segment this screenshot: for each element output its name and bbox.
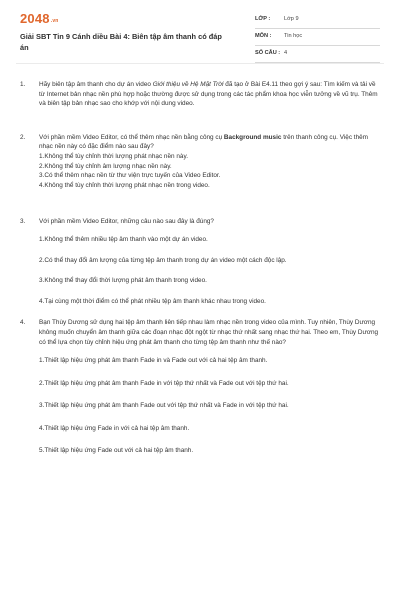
meta-value: Lớp 9 <box>284 16 299 22</box>
answer-option[interactable]: 1.Thiết lập hiệu ứng phát âm thanh Fade in và Fade out với cả hai tệp âm thanh. <box>39 357 268 365</box>
question-number: 1. <box>20 81 26 88</box>
meta-row-count <box>255 48 380 63</box>
question-2 <box>0 133 400 191</box>
document-header <box>0 0 400 62</box>
meta-label: LỚP : <box>255 16 271 22</box>
answer-option[interactable]: 4.Không thể tùy chỉnh thời lượng phát nhạc nền trong video. <box>39 181 210 189</box>
answer-option[interactable]: 2.Có thể thay đổi âm lượng của từng tệp âm thanh trong dự án video một cách độc lập. <box>39 256 287 264</box>
meta-row-grade <box>255 14 380 29</box>
meta-table <box>255 14 380 65</box>
meta-value: 4 <box>284 50 288 56</box>
question-1 <box>0 80 400 109</box>
question-list <box>0 80 400 469</box>
question-text: Với phần mềm Video Editor, những câu nào sau đây là đúng? <box>39 218 214 226</box>
option-list <box>39 356 380 456</box>
answer-option[interactable]: 1.Không thể tùy chỉnh thời lượng phát nhạc nền này. <box>39 152 188 160</box>
answer-option[interactable]: 2.Thiết lập hiệu ứng phát âm thanh Fade in với tệp thứ nhất và Fade out với tệp thứ hai. <box>39 379 289 387</box>
option-list <box>39 152 380 190</box>
meta-label: MÔN : <box>255 33 272 39</box>
logo-tld: .vn <box>50 18 59 24</box>
meta-label: SỐ CÂU : <box>255 50 281 56</box>
answer-option[interactable]: 1.Không thể thêm nhiều tệp âm thanh vào một dự án video. <box>39 235 208 243</box>
answer-option[interactable]: 3.Có thể thêm nhạc nền từ thư viện trực tuyến của Video Editor. <box>39 172 221 180</box>
question-text-part: đã tạo ở Bài E4.11 theo gợi ý sau: Tìm kiếm và tải về từ Internet bản nhạc nền phù hợp hoặc thường được sử dụng trong các tác phẩm khoa học viễn tưởng về vũ trụ. Thêm và biên tập bản nhạc sao cho khớp với nội dung video. <box>39 81 378 108</box>
question-text <box>39 80 380 109</box>
question-number: 4. <box>20 319 26 327</box>
question-text-italic: Giới thiệu về Hệ Mặt Trời <box>152 81 224 88</box>
header-divider <box>16 63 384 64</box>
meta-value: Tin học <box>284 33 303 39</box>
question-text-part: Với phần mềm Video Editor, có thể thêm nhạc nền bằng công cụ <box>39 133 224 141</box>
question-3 <box>0 217 400 306</box>
question-text-bold: Background music <box>223 133 282 141</box>
page-title: Giải SBT Tin 9 Cánh diều Bài 4: Biên tập âm thanh có đáp án <box>20 32 222 52</box>
question-number: 2. <box>20 133 26 141</box>
question-text: Bạn Thùy Dương sử dụng hai tệp âm thanh liên tiếp nhau làm nhạc nền trong video của mình. Tuy nhiên, Thùy Dương không muốn chuyển âm thanh giữa các đoạn nhạc đột ngột từ nhạc thứ nhất sang nhạc thứ hai. Theo em, Thùy Dương có thể lựa chọn tùy chỉnh hiệu ứng phát âm thanh cho từng tệp âm thanh như thế nào? <box>39 319 379 346</box>
answer-option[interactable]: 3.Thiết lập hiệu ứng phát âm thanh Fade out với tệp thứ nhất và Fade in với tệp thứ hai. <box>39 402 289 410</box>
answer-option[interactable]: 3.Không thể thay đổi thời lượng phát âm thanh trong video. <box>39 277 207 285</box>
meta-row-subject <box>255 31 380 46</box>
answer-option[interactable]: 4.Thiết lập hiệu ứng Fade in với cả hai tệp âm thanh. <box>39 424 190 432</box>
question-number: 3. <box>20 218 26 226</box>
answer-option[interactable]: 5.Thiết lập hiệu ứng Fade out với cả hai tệp âm thanh. <box>39 447 194 455</box>
question-4 <box>0 318 400 456</box>
option-list <box>39 235 380 306</box>
question-text-part: Hãy biên tập âm thanh cho dự án video <box>39 81 153 88</box>
question-text-part: trên thanh công cụ. Việc thêm nhạc nền này có đặc điểm nào sau đây? <box>39 133 369 151</box>
logo-main: 2048 <box>20 11 50 26</box>
answer-option[interactable]: 2.Không thể tùy chỉnh âm lượng nhạc nền này. <box>39 162 172 170</box>
site-logo[interactable] <box>20 11 59 26</box>
answer-option[interactable]: 4.Tại cùng một thời điểm có thể phát nhiều tệp âm thanh khác nhau trong video. <box>39 297 266 305</box>
question-text <box>39 133 380 152</box>
